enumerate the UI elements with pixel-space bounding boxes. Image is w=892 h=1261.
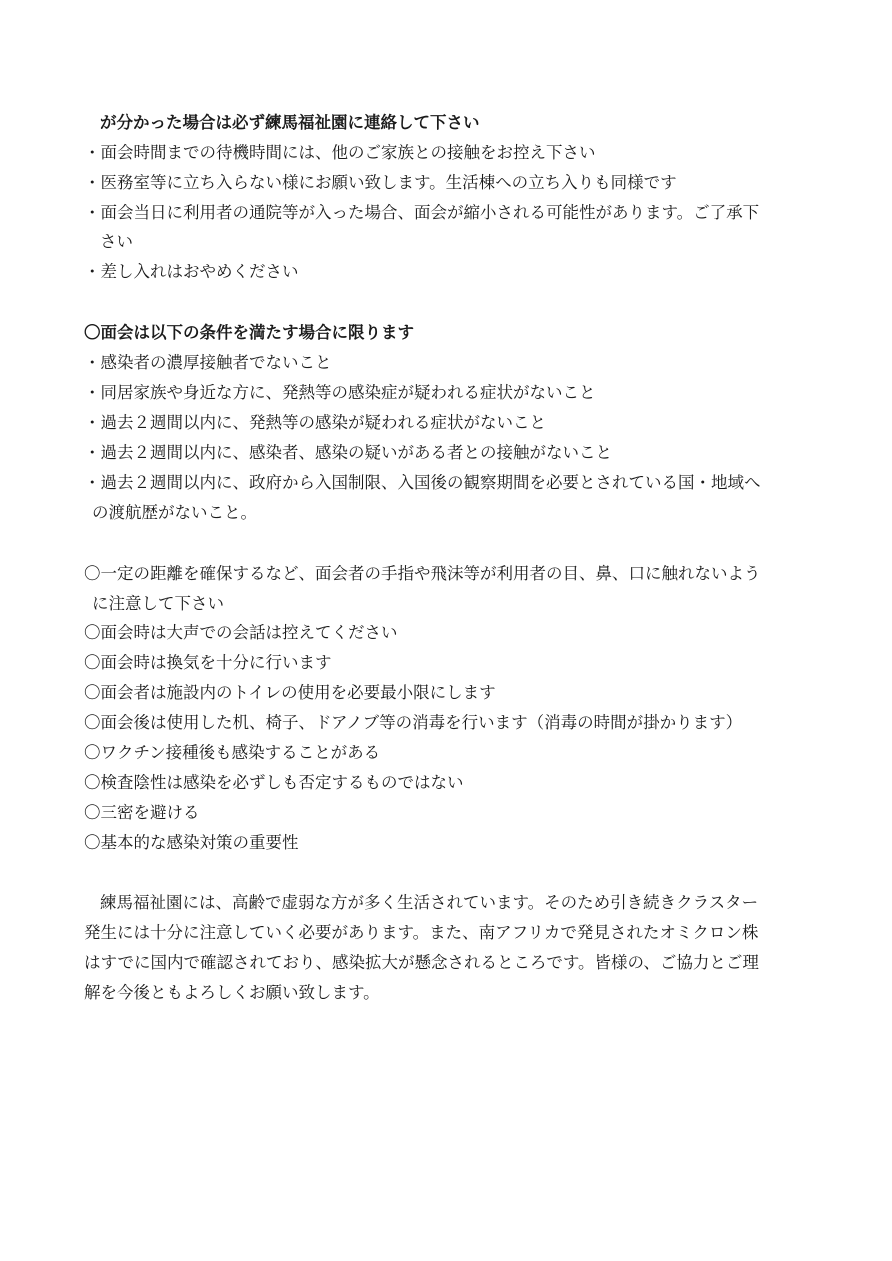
note-item-continuation: に注意して下さい: [92, 594, 224, 613]
note-item: 〇ワクチン接種後も感染することがある: [84, 743, 381, 762]
closing-paragraph-line: 発生には十分に注意していく必要があります。また、南アフリカで発見されたオミクロン株: [84, 923, 759, 942]
list-item: ・感染者の濃厚接触者でないこと: [84, 353, 332, 372]
note-item: 〇面会時は換気を十分に行います: [84, 653, 332, 672]
list-item: ・過去２週間以内に、感染者、感染の疑いがある者との接触がないこと: [84, 443, 612, 462]
list-item: ・差し入れはおやめください: [84, 262, 299, 281]
list-item: ・過去２週間以内に、政府から入国制限、入国後の観察期間を必要とされている国・地域へ: [84, 473, 761, 492]
list-item: ・面会当日に利用者の通院等が入った場合、面会が縮小される可能性があります。ご了承下: [84, 203, 760, 222]
note-item: 〇基本的な感染対策の重要性: [84, 833, 299, 852]
closing-paragraph-line: はすでに国内で確認されており、感染拡大が懸念されるところです。皆様の、ご協力とご理: [84, 953, 759, 972]
continued-line: が分かった場合は必ず練馬福祉園に連絡して下さい: [100, 113, 480, 132]
list-item: ・医務室等に立ち入らない様にお願い致します。生活棟への立ち入りも同様です: [84, 173, 677, 192]
note-item: 〇一定の距離を確保するなど、面会者の手指や飛沫等が利用者の目、鼻、口に触れないよう: [84, 564, 761, 583]
list-item: ・過去２週間以内に、発熱等の感染が疑われる症状がないこと: [84, 413, 546, 432]
note-item: 〇面会後は使用した机、椅子、ドアノブ等の消毒を行います（消毒の時間が掛かります）: [84, 713, 743, 732]
note-item: 〇面会者は施設内のトイレの使用を必要最小限にします: [84, 683, 496, 702]
note-item: 〇面会時は大声での会話は控えてください: [84, 623, 398, 642]
closing-paragraph-line: 解を今後ともよろしくお願い致します。: [84, 983, 380, 1002]
list-item: ・同居家族や身近な方に、発熱等の感染症が疑われる症状がないこと: [84, 383, 596, 402]
closing-paragraph-line: 練馬福祉園には、高齢で虚弱な方が多く生活されています。そのため引き続きクラスター: [100, 893, 759, 912]
note-item: 〇検査陰性は感染を必ずしも否定するものではない: [84, 773, 464, 792]
section-heading: 〇面会は以下の条件を満たす場合に限ります: [84, 323, 414, 342]
list-item-continuation: さい: [100, 232, 133, 251]
list-item: ・面会時間までの待機時間には、他のご家族との接触をお控え下さい: [84, 143, 596, 162]
note-item: 〇三密を避ける: [84, 803, 200, 822]
list-item-continuation: の渡航歴がないこと。: [92, 503, 257, 522]
